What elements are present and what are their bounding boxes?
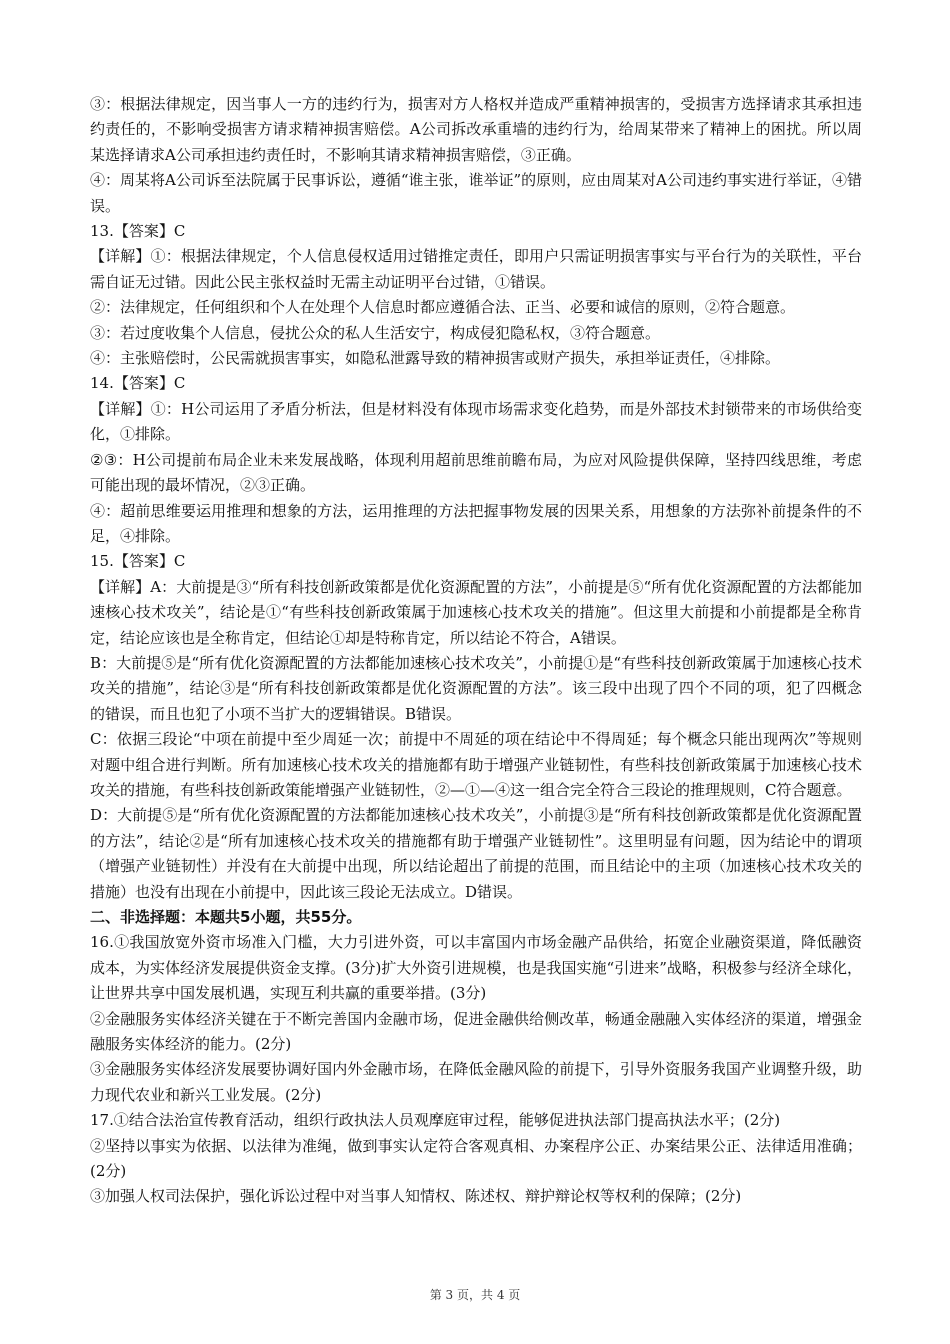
- detail-15-option-a: 【详解】A：大前提是③“所有科技创新政策都是优化资源配置的方法”，小前提是⑤“所有优化资源配置的方法都能加速核心技术攻关”，结论是①“有些科技创新政策属于加速核心技术攻关的措施”。但这里大前提和小前提都是全称肯定，结论应该也是全称肯定，但结论①却是特称肯定，所以结论不符合，A错误。: [90, 577, 862, 647]
- answer-17-item2: ②坚持以事实为依据、以法律为准绳，做到事实认定符合客观真相、办案程序公正、办案结果公正、法律适用准确；(2分): [90, 1136, 862, 1181]
- detail-15-option-b: B：大前提⑤是“所有优化资源配置的方法都能加速核心技术攻关”，小前提①是“有些科技创新政策属于加速核心技术攻关的措施”，结论③是“所有科技创新政策都是优化资源配置的方法”。该三段中出现了四个不同的项，犯了四概念的错误，而且也犯了小项不当扩大的逻辑错误。B错误。: [90, 653, 862, 723]
- answer-16-item1: 16.①我国放宽外资市场准入门槛，大力引进外资，可以丰富国内市场金融产品供给，拓宽企业融资渠道，降低融资成本，为实体经济发展提供资金支撑。(3分)扩大外资引进规模，也是我国实施“引进来”战略，积极参与经济全球化，让世界共享中国发展机遇，实现互利共赢的重要举措。(3分): [90, 933, 862, 1003]
- paragraph-12-item3: ③：根据法律规定，因当事人一方的违约行为，损害对方人格权并造成严重精神损害的，受损害方选择请求其承担违约责任的，不影响受损害方请求精神损害赔偿。A公司拆改承重墙的违约行为，给周某带来了精神上的困扰。所以周某选择请求A公司承担违约责任时，不影响其请求精神损害赔偿，③正确。: [90, 95, 862, 164]
- detail-14-item23: ②③：H公司提前布局企业未来发展战略，体现利用超前思维前瞻布局，为应对风险提供保障，坚持四线思维，考虑可能出现的最坏情况，②③正确。: [90, 450, 862, 495]
- detail-14-item4: ④：超前思维要运用推理和想象的方法，运用推理的方法把握事物发展的因果关系，用想象的方法弥补前提条件的不足，④排除。: [90, 501, 862, 545]
- page-footer: 第 3 页，共 4 页: [429, 1288, 521, 1302]
- detail-14-item1: 【详解】①：H公司运用了矛盾分析法，但是材料没有体现市场需求变化趋势，而是外部技术封锁带来的市场供给变化，①排除。: [90, 399, 862, 444]
- detail-15-option-c: C：依据三段论“中项在前提中至少周延一次；前提中不周延的项在结论中不得周延；每个概念只能出现两次”等规则对题中组合进行判断。所有加速核心技术攻关的措施都有助于增强产业链韧性，有些科技创新政策属于加速核心技术攻关的措施，有些科技创新政策能增强产业链韧性，②—①—④这一组合完全符合三段论的推理规则，C符合题意。: [90, 730, 862, 799]
- detail-13-item2: ②：法律规定，任何组织和个人在处理个人信息时都应遵循合法、正当、必要和诚信的原则，②符合题意。: [90, 298, 796, 317]
- answer-16-item3: ③金融服务实体经济发展要协调好国内外金融市场，在降低金融风险的前提下，引导外资服务我国产业调整升级，助力现代农业和新兴工业发展。(2分): [90, 1060, 862, 1104]
- detail-13-item1: 【详解】①：根据法律规定，个人信息侵权适用过错推定责任，即用户只需证明损害事实与平台行为的关联性，平台需自证无过错。因此公民主张权益时无需主动证明平台过错，①错误。: [90, 247, 862, 291]
- answer-14: 14.【答案】C: [90, 374, 186, 393]
- answer-13: 13.【答案】C: [90, 222, 186, 241]
- detail-15-option-d: D：大前提⑤是“所有优化资源配置的方法都能加速核心技术攻关”，小前提③是“所有科技创新政策都是优化资源配置的方法”，结论②是“所有加速核心技术攻关的措施都有助于增强产业链韧性”。这里明显有问题，因为结论中的谓项（增强产业链韧性）并没有在大前提中出现，所以结论超出了前提的范围，而且结论中的主项（加速核心技术攻关的措施）也没有出现在小前提中，因此该三段论无法成立。D错误。: [90, 806, 862, 901]
- answer-17-item1: 17.①结合法治宣传教育活动，组织行政执法人员观摩庭审过程，能够促进执法部门提高执法水平；(2分): [90, 1111, 781, 1130]
- answer-17-item3: ③加强人权司法保护，强化诉讼过程中对当事人知情权、陈述权、辩护辩论权等权利的保障；(2分): [90, 1187, 742, 1206]
- answer-16-item2: ②金融服务实体经济关键在于不断完善国内金融市场，促进金融供给侧改革，畅通金融融入实体经济的渠道，增强金融服务实体经济的能力。(2分): [90, 1009, 862, 1054]
- answer-15: 15.【答案】C: [90, 552, 186, 571]
- document-body: [90, 92, 862, 1210]
- paragraph-12-item4: ④：周某将A公司诉至法院属于民事诉讼，遵循“谁主张，谁举证”的原则，应由周某对A公司违约事实进行举证，④错误。: [90, 171, 863, 215]
- detail-13-item4: ④：主张赔偿时，公民需就损害事实，如隐私泄露导致的精神损害或财产损失，承担举证责任，④排除。: [90, 349, 781, 368]
- detail-13-item3: ③：若过度收集个人信息，侵扰公众的私人生活安宁，构成侵犯隐私权，③符合题意。: [90, 323, 661, 342]
- section-heading-non-choice: 二、非选择题：本题共5小题，共55分。: [90, 908, 362, 926]
